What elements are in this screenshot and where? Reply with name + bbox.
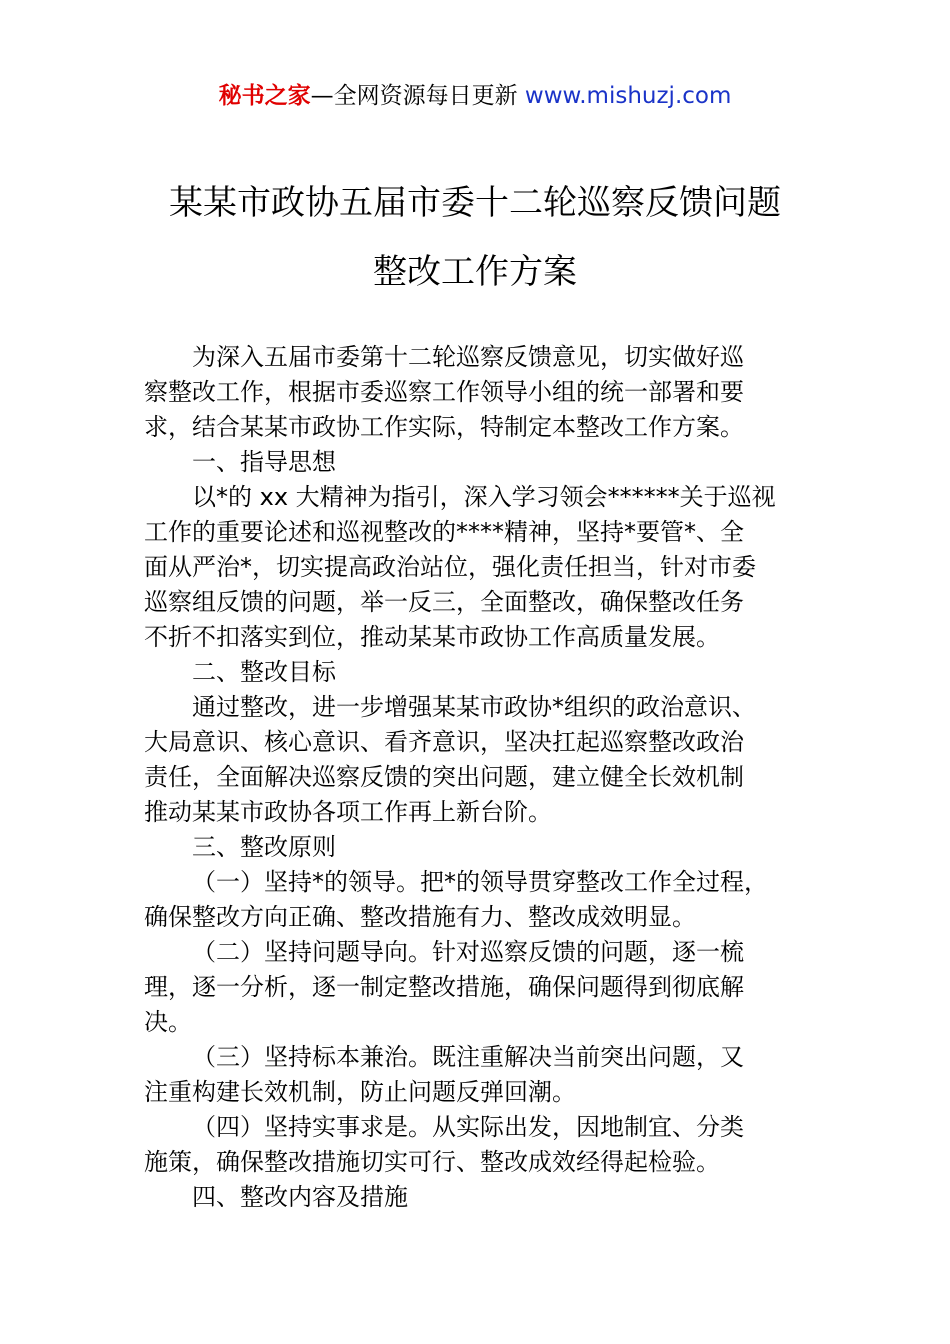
paragraph-line: 责任，全面解决巡察反馈的突出问题，建立健全长效机制 bbox=[144, 763, 744, 791]
paragraph-line: 求，结合某某市政协工作实际，特制定本整改工作方案。 bbox=[144, 413, 744, 441]
paragraph-line: 面从严治*，切实提高政治站位，强化责任担当，针对市委 bbox=[144, 553, 756, 581]
paragraph-line: 确保整改方向正确、整改措施有力、整改成效明显。 bbox=[144, 903, 696, 931]
paragraph-line: 工作的重要论述和巡视整改的****精神，坚持*要管*、全 bbox=[144, 518, 744, 546]
paragraph-line: 施策，确保整改措施切实可行、整改成效经得起检验。 bbox=[144, 1148, 720, 1176]
paragraph-line: 不折不扣落实到位，推动某某市政协工作高质量发展。 bbox=[144, 623, 720, 651]
paragraph-line: 巡察组反馈的问题，举一反三，全面整改，确保整改任务 bbox=[144, 588, 744, 616]
paragraph-line: 大局意识、核心意识、看齐意识，坚决扛起巡察整改政治 bbox=[144, 728, 744, 756]
site-url-link[interactable]: www.mishuzj.com bbox=[524, 83, 732, 109]
section-heading: 四、整改内容及措施 bbox=[192, 1183, 408, 1211]
paragraph-line: （一）坚持*的领导。把*的领导贯穿整改工作全过程， bbox=[192, 868, 768, 896]
site-header bbox=[0, 80, 950, 112]
section-heading: 二、整改目标 bbox=[192, 658, 336, 686]
document-title-line-1: 某某市政协五届市委十二轮巡察反馈问题 bbox=[169, 183, 781, 223]
paragraph-line: 推动某某市政协各项工作再上新台阶。 bbox=[144, 798, 552, 826]
paragraph-line: 通过整改，进一步增强某某市政协*组织的政治意识、 bbox=[192, 693, 756, 721]
section-heading: 一、指导思想 bbox=[192, 448, 336, 476]
document-title-line-2: 整改工作方案 bbox=[373, 252, 577, 292]
paragraph-line: （二）坚持问题导向。针对巡察反馈的问题，逐一梳 bbox=[192, 938, 744, 966]
paragraph-line: 察整改工作，根据市委巡察工作领导小组的统一部署和要 bbox=[144, 378, 744, 406]
paragraph-line: 注重构建长效机制，防止问题反弹回潮。 bbox=[144, 1078, 576, 1106]
site-tagline: —全网资源每日更新 bbox=[310, 83, 525, 109]
paragraph-line: 决。 bbox=[144, 1008, 192, 1036]
section-heading: 三、整改原则 bbox=[192, 833, 336, 861]
paragraph-line: （四）坚持实事求是。从实际出发，因地制宜、分类 bbox=[192, 1113, 744, 1141]
paragraph-line: 理，逐一分析，逐一制定整改措施，确保问题得到彻底解 bbox=[144, 973, 744, 1001]
paragraph-line: （三）坚持标本兼治。既注重解决当前突出问题，又 bbox=[192, 1043, 744, 1071]
paragraph-line: 以*的 xx 大精神为指引，深入学习领会******关于巡视 bbox=[192, 483, 776, 511]
site-brand: 秘书之家 bbox=[218, 83, 311, 109]
paragraph-line: 为深入五届市委第十二轮巡察反馈意见，切实做好巡 bbox=[192, 343, 744, 371]
